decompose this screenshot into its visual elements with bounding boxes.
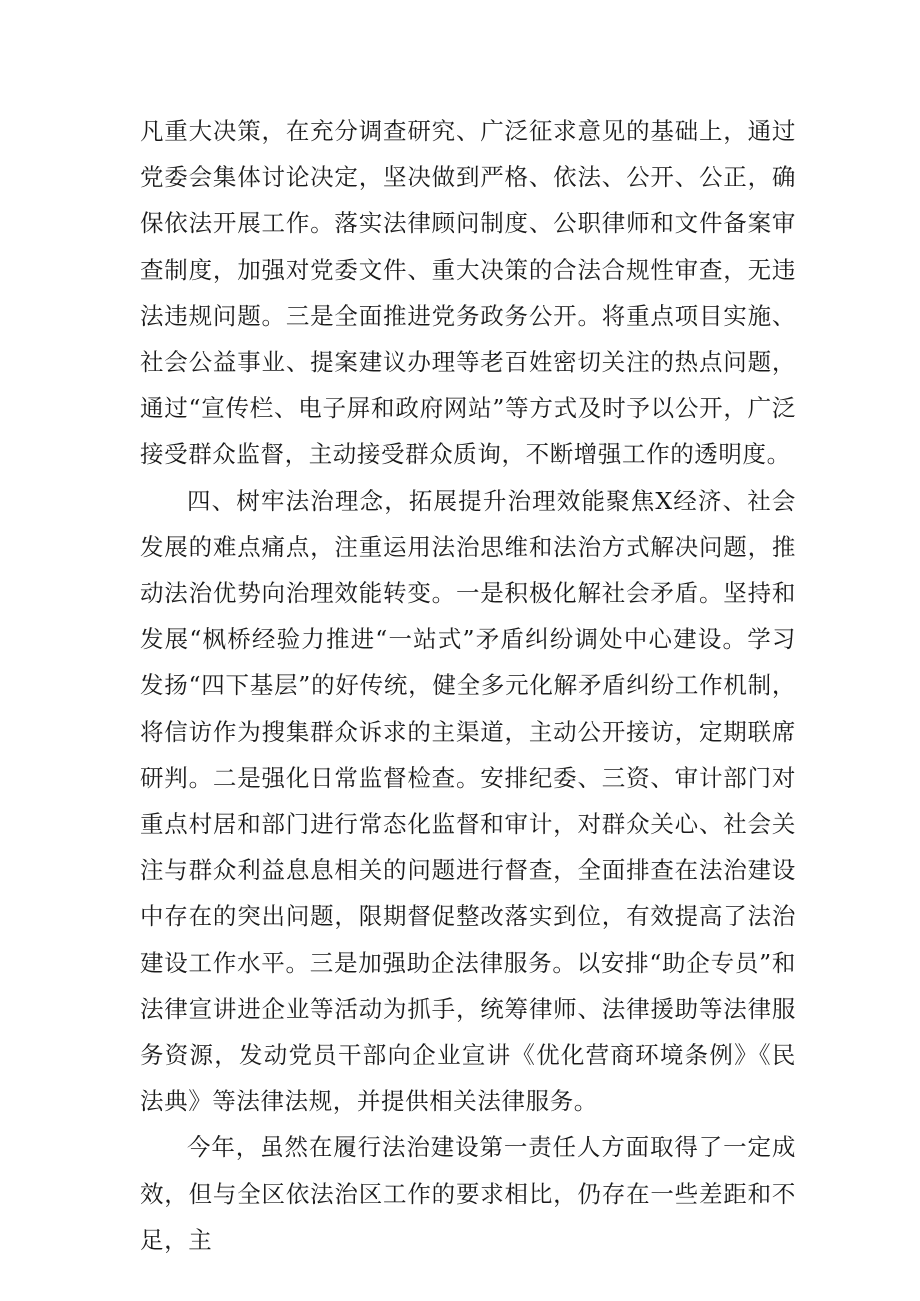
paragraph-summary: 今年，虽然在履行法治建设第一责任人方面取得了一定成效，但与全区依法治区工作的要求相比，仍存在一些差距和不足，主 xyxy=(140,1133,796,1254)
paragraph-continuation: 凡重大决策，在充分调查研究、广泛征求意见的基础上，通过党委会集体讨论决定，坚决做到严格、依法、公开、公正，确保依法开展工作。落实法律顾问制度、公职律师和文件备案审查制度，加强对党委文件、重大决策的合法合规性审查，无违法违规问题。三是全面推进党务政务公开。将重点项目实施、社会公益事业、提案建议办理等老百姓密切关注的热点问题，通过“宣传栏、电子屏和政府网站”等方式及时予以公开，广泛接受群众监督，主动接受群众质询，不断增强工作的透明度。 xyxy=(140,117,796,469)
paragraph-section-four: 四、树牢法治理念，拓展提升治理效能聚焦X经济、社会发展的难点痛点，注重运用法治思维和法治方式解决问题，推动法治优势向治理效能转变。一是积极化解社会矛盾。坚持和发展“枫桥经验力推进“一站式”矛盾纠纷调处中心建设。学习发扬“四下基层”的好传统，健全多元化解矛盾纠纷工作机制，将信访作为搜集群众诉求的主渠道，主动公开接访，定期联席研判。二是强化日常监督检查。安排纪委、三资、审计部门对重点村居和部门进行常态化监督和审计，对群众关心、社会关注与群众利益息息相关的问题进行督查，全面排查在法治建设中存在的突出问题，限期督促整改落实到位，有效提高了法治建设工作水平。三是加强助企法律服务。以安排“助企专员”和法律宣讲进企业等活动为抓手，统筹律师、法律援助等法律服务资源，发动党员干部向企业宣讲《优化营商环境条例》《民法典》等法律法规，并提供相关法律服务。 xyxy=(140,486,796,1116)
document-body xyxy=(140,108,796,1263)
